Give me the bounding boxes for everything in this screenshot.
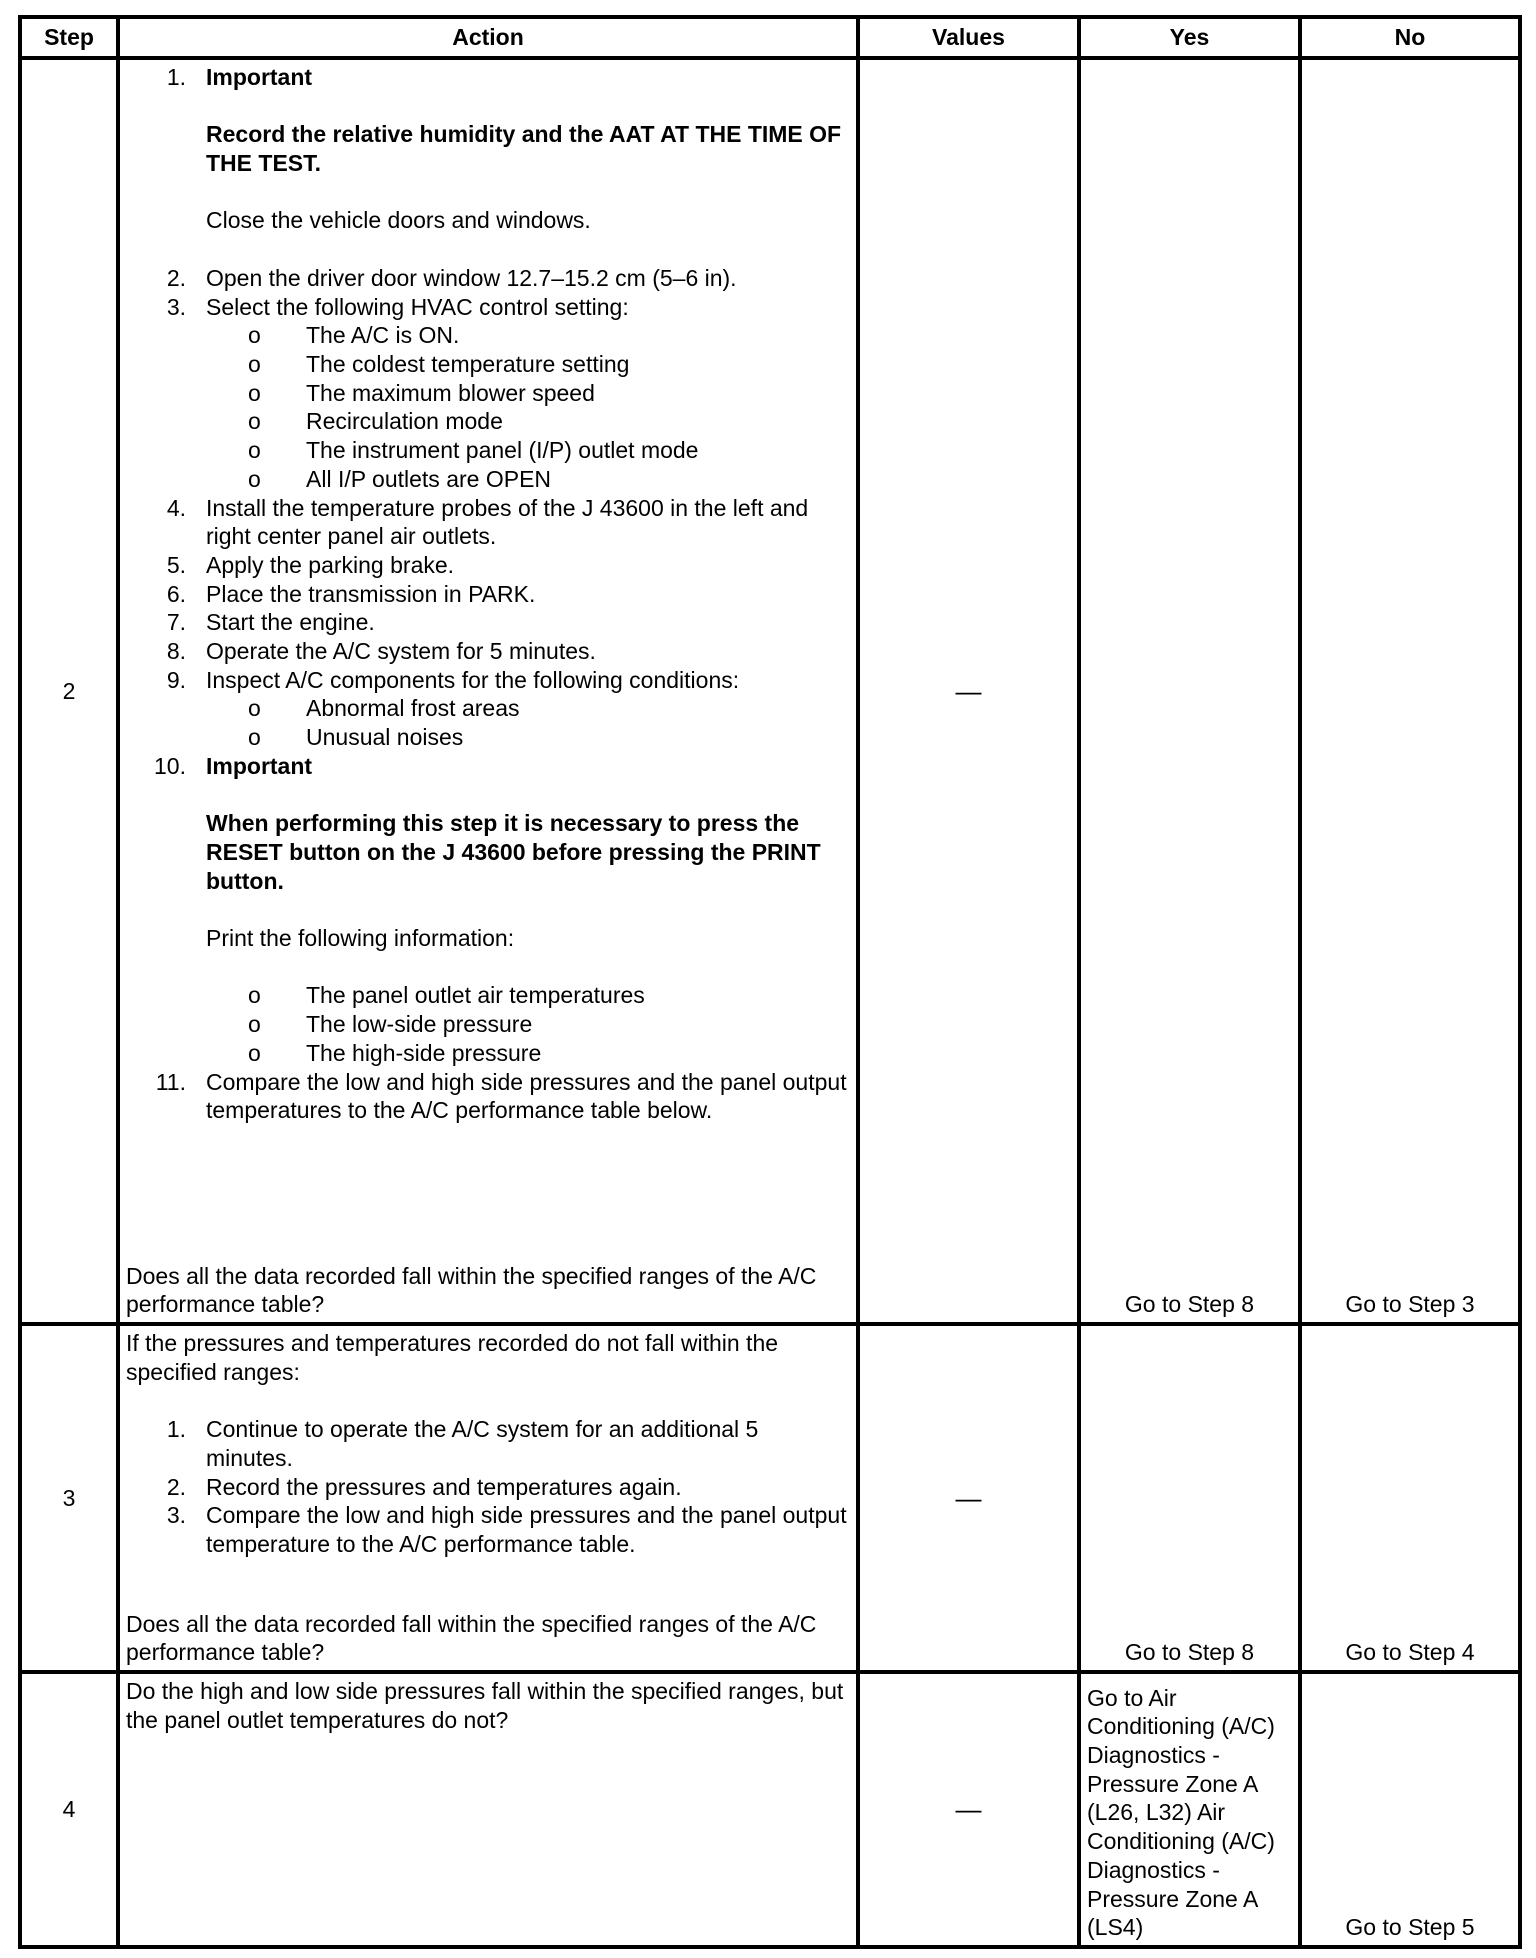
header-values: Values bbox=[858, 17, 1079, 58]
header-no: No bbox=[1300, 17, 1520, 58]
table-row bbox=[20, 1324, 1520, 1672]
step-number: 4 bbox=[20, 1672, 118, 1947]
sub-item: o The low-side pressure bbox=[248, 1011, 533, 1038]
sub-item: o The instrument panel (I/P) outlet mode bbox=[248, 437, 699, 464]
action-cell bbox=[118, 1324, 858, 1672]
list-item: 7. Start the engine. bbox=[166, 609, 375, 636]
sub-item: o The coldest temperature setting bbox=[248, 350, 630, 377]
sub-item: o The maximum blower speed bbox=[248, 379, 595, 406]
sub-item: o The high-side pressure bbox=[248, 1039, 542, 1066]
instruction-text: Print the following information: bbox=[206, 925, 515, 952]
list-item: 3. Compare the low and high side pressures and the panel output temperature to the A/C performance table. bbox=[166, 1502, 847, 1557]
no-cell: Go to Step 5 bbox=[1300, 1672, 1520, 1947]
header-action: Action bbox=[118, 17, 858, 58]
sub-item: o The A/C is ON. bbox=[248, 322, 460, 349]
step-number: 2 bbox=[20, 58, 118, 1324]
step-number: 3 bbox=[20, 1324, 118, 1672]
yes-cell: Go to Step 8 bbox=[1079, 1324, 1300, 1672]
list-item: 1. Continue to operate the A/C system for an additional 5 minutes. bbox=[166, 1416, 759, 1471]
yes-cell: Go to Step 8 bbox=[1079, 58, 1300, 1324]
question-text: Does all the data recorded fall within the specified ranges of the A/C performance table? bbox=[126, 1262, 817, 1318]
list-item: 1. Important Record the relative humidity and the AAT AT THE TIME OF THE TEST. Close the vehicle doors and windows. bbox=[126, 63, 848, 264]
instruction-text: Close the vehicle doors and windows. bbox=[206, 207, 591, 234]
values-cell: — bbox=[858, 1672, 1079, 1947]
sub-item: o Recirculation mode bbox=[248, 408, 503, 435]
no-cell: Go to Step 4 bbox=[1300, 1324, 1520, 1672]
sub-item: o The panel outlet air temperatures bbox=[248, 982, 645, 1009]
list-item: 5. Apply the parking brake. bbox=[166, 551, 455, 578]
important-note: When performing this step it is necessary to press the RESET button on the J 43600 before pressing the PRINT button. bbox=[206, 810, 821, 894]
list-item: 9. Inspect A/C components for the following conditions: o Abnormal frost areas o Unusual noises bbox=[126, 666, 848, 752]
list-item: 2. Open the driver door window 12.7–15.2 cm (5–6 in). bbox=[166, 264, 737, 291]
list-item: 3. Select the following HVAC control setting: o The A/C is ON. o The coldest temperature setting o The maximum blower speed o Recirculation mode o The instrument panel (I/P) outlet mode o All I/P outlets are OPEN bbox=[126, 293, 848, 494]
action-list bbox=[126, 63, 848, 1125]
header-yes: Yes bbox=[1079, 17, 1300, 58]
header-step: Step bbox=[20, 17, 118, 58]
action-cell bbox=[118, 58, 858, 1324]
list-item: 2. Record the pressures and temperatures again. bbox=[166, 1473, 682, 1500]
values-cell: — bbox=[858, 1324, 1079, 1672]
action-cell bbox=[118, 1672, 858, 1947]
sub-item: o Unusual noises bbox=[248, 724, 464, 751]
no-cell: Go to Step 3 bbox=[1300, 58, 1520, 1324]
yes-cell: Go to Air Conditioning (A/C) Diagnostics - Pressure Zone A (L26, L32) Air Conditioning (A/C) Diagnostics - Pressure Zone A (LS4) bbox=[1079, 1672, 1300, 1947]
list-item: 10. Important When performing this step it is necessary to press the RESET button on the J 43600 before pressing the PRINT button. Print the following information: o The panel outlet air temperatures o The low-side pressure o The high-side pressure bbox=[126, 752, 848, 1068]
list-item: 11. Compare the low and high side pressures and the panel output temperatures to the A/C performance table below. bbox=[155, 1068, 847, 1124]
values-cell: — bbox=[858, 58, 1079, 1324]
table-row bbox=[20, 1672, 1520, 1947]
table-row bbox=[20, 58, 1520, 1324]
sub-item: o All I/P outlets are OPEN bbox=[248, 465, 552, 492]
question-text: Do the high and low side pressures fall within the specified ranges, but the panel outlet temperatures do not? bbox=[126, 1678, 844, 1733]
sub-item: o Abnormal frost areas bbox=[248, 695, 520, 722]
list-item: 6. Place the transmission in PARK. bbox=[166, 580, 536, 607]
important-label: Important bbox=[206, 752, 313, 779]
diagnostic-table bbox=[18, 15, 1522, 1949]
important-note: Record the relative humidity and the AAT AT THE TIME OF THE TEST. bbox=[206, 121, 842, 177]
list-item: 4. Install the temperature probes of the J 43600 in the left and right center panel air outlets. bbox=[166, 494, 809, 550]
list-item: 8. Operate the A/C system for 5 minutes. bbox=[166, 638, 596, 665]
important-label: Important bbox=[206, 64, 313, 90]
question-text: Does all the data recorded fall within the specified ranges of the A/C performance table? bbox=[126, 1610, 817, 1666]
header-row bbox=[20, 17, 1520, 58]
action-list bbox=[126, 1415, 848, 1559]
intro-text: If the pressures and temperatures recorded do not fall within the specified ranges: bbox=[126, 1330, 779, 1385]
